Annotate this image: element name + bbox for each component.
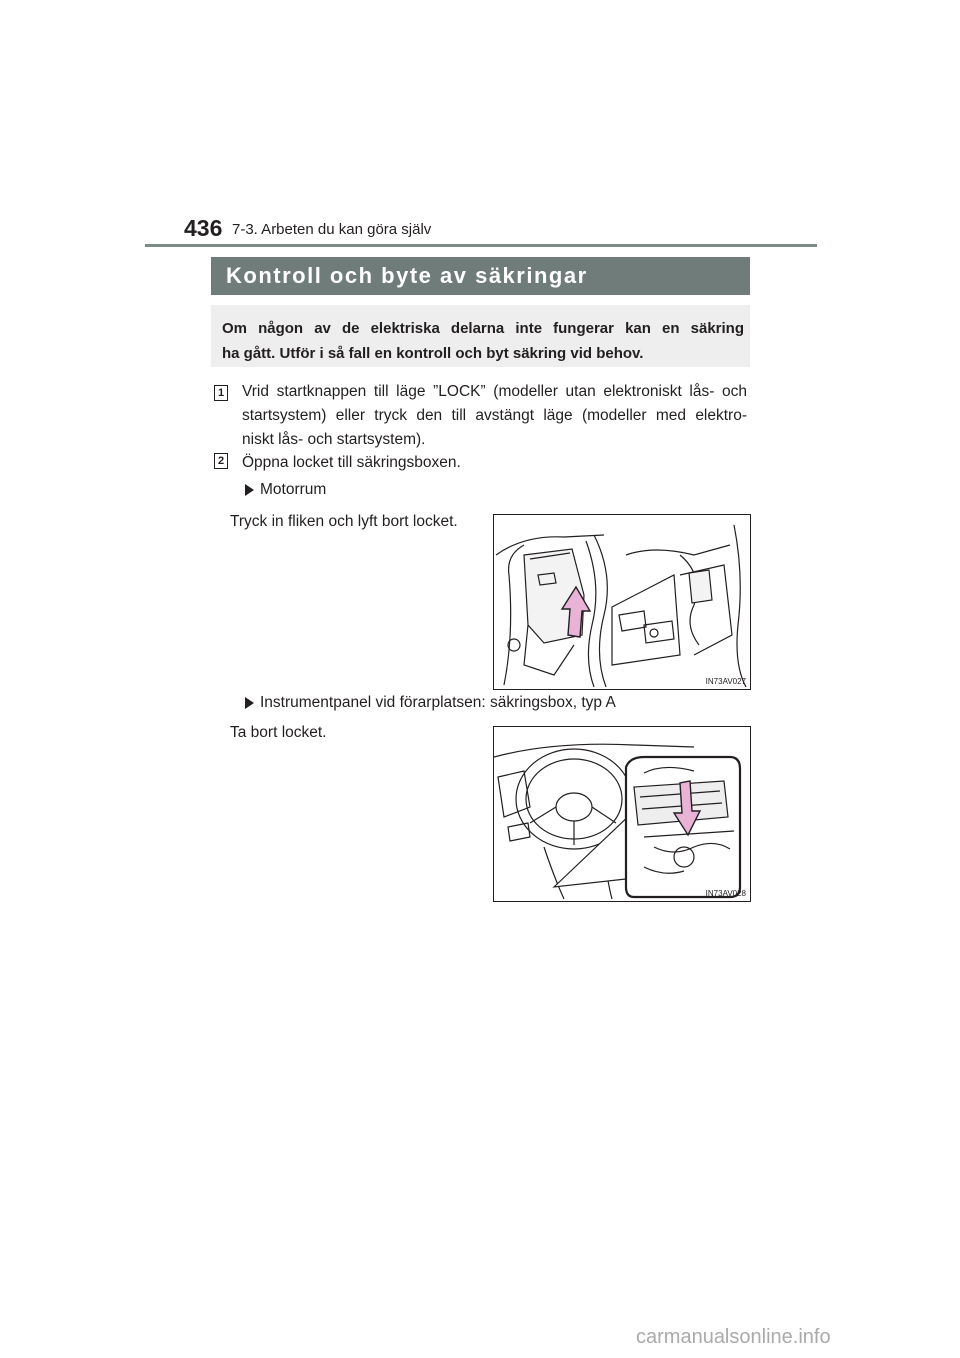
- step-1-line-1: Vrid startknappen till läge ”LOCK” (modeller utan elektroniskt lås- och: [242, 383, 747, 400]
- watermark: carmanualsonline.info: [636, 1326, 831, 1348]
- instrument-panel-drawing: [494, 727, 750, 901]
- bullet-1-description: Tryck in fliken och lyft bort locket.: [230, 513, 458, 530]
- section-reference: 7-3. Arbeten du kan göra själv: [232, 221, 432, 238]
- step-1-line-3: niskt lås- och startsystem).: [242, 431, 426, 448]
- header-divider: [145, 244, 817, 247]
- step-number-1: 1: [214, 385, 228, 401]
- figure-2-code: IN73AV028: [705, 889, 746, 898]
- intro-line-1: Om någon av de elektriska delarna inte fungerar kan en säkring: [222, 320, 744, 337]
- engine-compartment-illustration: [493, 514, 751, 690]
- step-1-text: [242, 380, 747, 452]
- bullet-2-description: Ta bort locket.: [230, 724, 327, 741]
- figure-1-code: IN73AV027: [705, 677, 746, 686]
- bullet-instrument-panel: Instrumentpanel vid förarplatsen: säkringsbox, typ A: [260, 694, 616, 711]
- instrument-panel-illustration: [493, 726, 751, 902]
- triangle-bullet-icon: [245, 484, 254, 496]
- bullet-engine-compartment: Motorrum: [260, 481, 327, 498]
- step-2-text: Öppna locket till säkringsboxen.: [242, 454, 461, 471]
- section-title: Kontroll och byte av säkringar: [226, 263, 588, 288]
- page-number: 436: [184, 215, 223, 241]
- intro-text: [222, 316, 744, 366]
- step-1-line-2: startsystem) eller tryck den till avstängt läge (modeller med elektro-: [242, 407, 747, 424]
- triangle-bullet-icon: [245, 697, 254, 709]
- step-number-2: 2: [214, 453, 228, 469]
- intro-line-2: ha gått. Utför i så fall en kontroll och byt säkring vid behov.: [222, 345, 644, 362]
- engine-compartment-drawing: [494, 515, 750, 689]
